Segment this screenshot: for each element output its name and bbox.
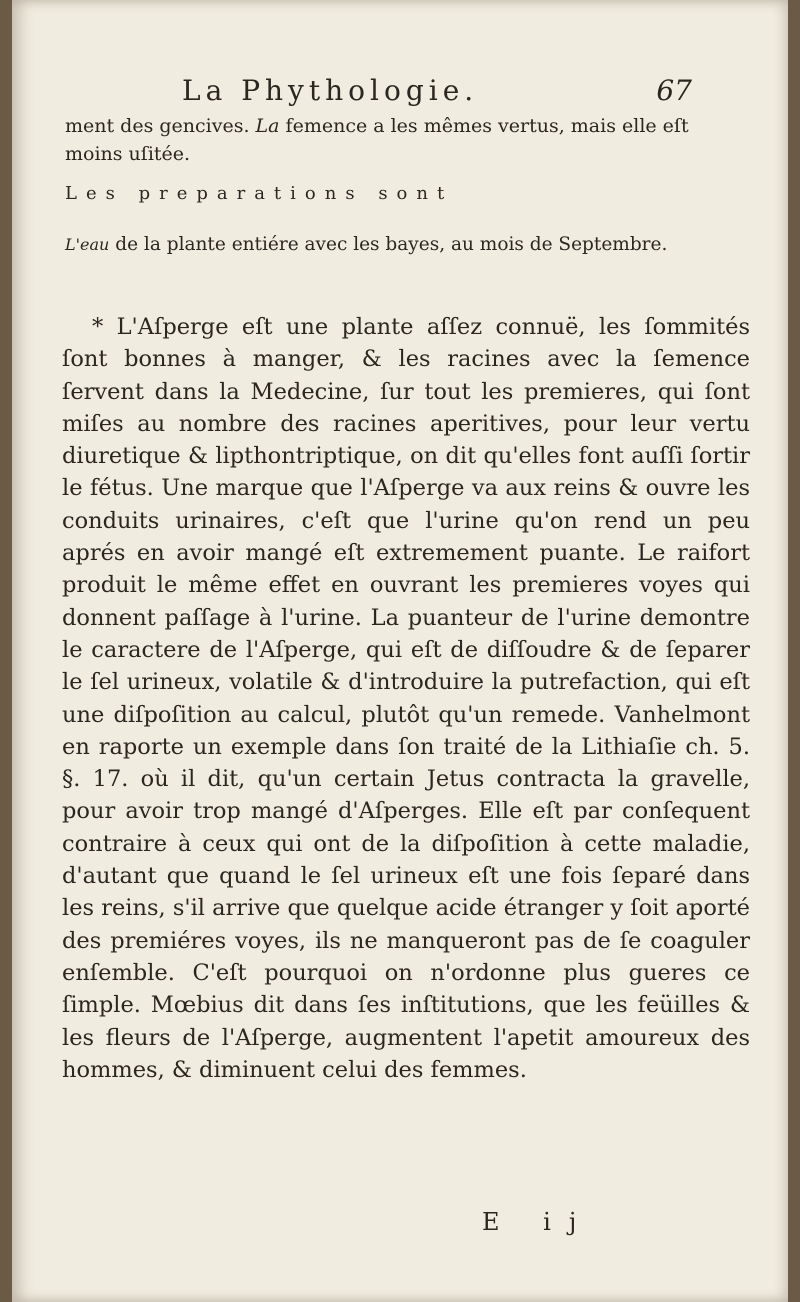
intro-italic-word: La — [255, 115, 280, 137]
body-text: * L'Aſperge eſt une plante aſſez connuë, les ſommités ſont bonnes à manger, & les racines avec la ſemence ſervent dans la Medecine, ſur tout les premieres, qui ſont miſes au nombre des racines aperitives, pour leur vertu diuretique & lipthontriptique, on dit qu'elles font auſſi ſortir le fétus. Une marque que l'Aſperge va aux reins & ouvre les conduits urinaires, c'eſt que l'urine qu'on rend un peu aprés en avoir mangé eſt extremement puante. Le raifort produit le même effet en ouvrant les premieres voyes qui donnent paſſage à l'urine. La puanteur de l'urine demontre le caractere de l'Aſperge, qui eſt de diſſoudre & de ſeparer le ſel urineux, volatile & d'introduire la putrefaction, qui eſt une diſpoſition au calcul, plutôt qu'un remede. Vanhelmont en raporte un exemple dans ſon traité de la Lithiaſie ch. 5. §. 17. où il dit, qu'un certain Jetus contracta la gravelle, pour avoir trop mangé d'Aſperges. Elle eſt par conſequent contraire à ceux qui ont de la diſpoſition à cette maladie, d'autant que quand le ſel urineux eſt une fois ſeparé dans les reins, s'il arrive que quelque acide étranger y ſoit aporté des premiéres voyes, ils ne manqueront pas de ſe coaguler enſemble. C'eſt pourquoi on n'ordonne plus gueres ce ſimple. Mœbius dit dans ſes inſtitutions, que les feüilles & les fleurs de l'Aſperge, augmentent l'apetit amoureux des hommes, & diminuent celui des femmes. — [62, 314, 750, 1083]
intro-paragraph — [65, 112, 745, 168]
running-header — [182, 74, 702, 114]
preparation-text: de la plante entiére avec les bayes, au mois de Septembre. — [109, 234, 668, 255]
page-number: 67 — [656, 74, 692, 107]
signature-mark: E ij — [482, 1208, 595, 1236]
book-page — [12, 0, 788, 1302]
intro-text-before: ment des gencives. — [65, 115, 256, 137]
body-paragraph — [62, 311, 750, 1086]
preparation-italic-lead: L'eau — [65, 235, 110, 254]
running-title: La Phythologie. — [182, 74, 479, 107]
preparation-paragraph — [65, 231, 745, 259]
section-heading: Les preparations sont — [65, 183, 454, 204]
intro-text-after: femence a les mêmes vertus, mais elle eſt moins uſitée. — [65, 115, 689, 165]
